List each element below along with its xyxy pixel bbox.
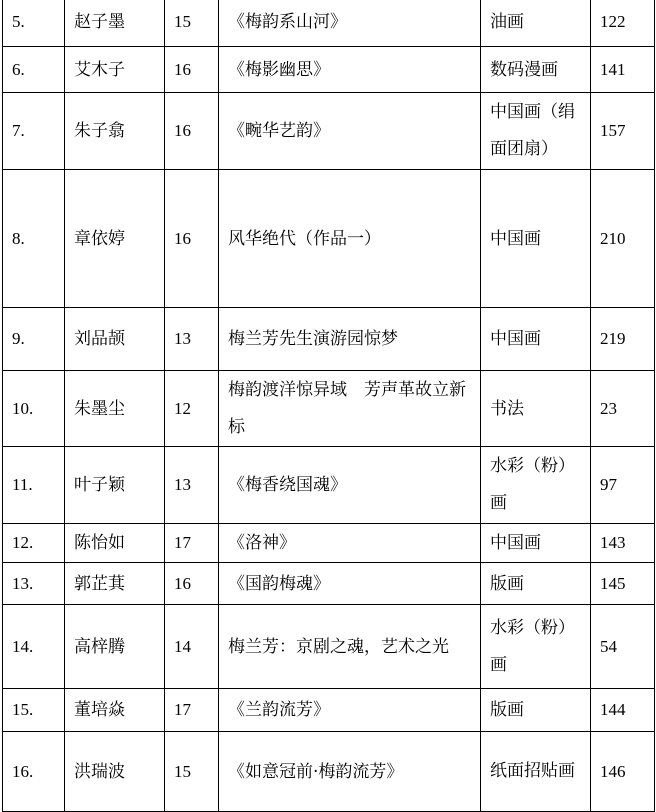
work-title: 《洛神》 <box>219 524 481 563</box>
entry-number: 143 <box>591 524 655 563</box>
work-category: 中国画 <box>481 308 591 371</box>
work-category: 版画 <box>481 563 591 605</box>
entry-number: 97 <box>591 447 655 524</box>
work-title: 梅兰芳先生演游园惊梦 <box>219 308 481 371</box>
work-category: 纸面招贴画 <box>481 732 591 812</box>
author-age: 16 <box>165 563 219 605</box>
work-title: 梅兰芳：京剧之魂，艺术之光 <box>219 605 481 689</box>
row-number: 15. <box>3 689 65 732</box>
entry-number: 122 <box>591 0 655 47</box>
work-title: 《梅香绕国魂》 <box>219 447 481 524</box>
table-row <box>3 689 655 732</box>
author-age: 15 <box>165 732 219 812</box>
table-row <box>3 605 655 689</box>
entry-number: 157 <box>591 93 655 170</box>
table-row <box>3 524 655 563</box>
work-title: 梅韵渡洋惊异域 芳声革故立新标 <box>219 371 481 447</box>
row-number: 12. <box>3 524 65 563</box>
work-title: 《梅影幽思》 <box>219 47 481 93</box>
table-row <box>3 308 655 371</box>
entry-number: 144 <box>591 689 655 732</box>
row-number: 5. <box>3 0 65 47</box>
work-category: 数码漫画 <box>481 47 591 93</box>
author-name: 赵子墨 <box>65 0 165 47</box>
table-row <box>3 447 655 524</box>
entry-number: 210 <box>591 170 655 308</box>
author-name: 洪瑞波 <box>65 732 165 812</box>
entries-table-body <box>3 0 655 812</box>
row-number: 16. <box>3 732 65 812</box>
work-title: 《梅韵系山河》 <box>219 0 481 47</box>
table-row <box>3 93 655 170</box>
work-title: 《畹华艺韵》 <box>219 93 481 170</box>
row-number: 6. <box>3 47 65 93</box>
entry-number: 23 <box>591 371 655 447</box>
author-age: 17 <box>165 689 219 732</box>
author-name: 朱子翕 <box>65 93 165 170</box>
work-category: 中国画（绢面团扇） <box>481 93 591 170</box>
work-title: 《国韵梅魂》 <box>219 563 481 605</box>
author-age: 12 <box>165 371 219 447</box>
author-age: 16 <box>165 93 219 170</box>
work-category: 水彩（粉）画 <box>481 447 591 524</box>
work-title: 《兰韵流芳》 <box>219 689 481 732</box>
row-number: 14. <box>3 605 65 689</box>
table-row <box>3 563 655 605</box>
author-age: 17 <box>165 524 219 563</box>
table-row <box>3 732 655 812</box>
table-row <box>3 0 655 47</box>
table-row <box>3 47 655 93</box>
author-age: 14 <box>165 605 219 689</box>
author-age: 16 <box>165 47 219 93</box>
entry-number: 54 <box>591 605 655 689</box>
entry-number: 146 <box>591 732 655 812</box>
author-name: 刘品颉 <box>65 308 165 371</box>
row-number: 11. <box>3 447 65 524</box>
row-number: 7. <box>3 93 65 170</box>
work-category: 水彩（粉）画 <box>481 605 591 689</box>
author-name: 高梓腾 <box>65 605 165 689</box>
work-title: 《如意冠前·梅韵流芳》 <box>219 732 481 812</box>
table-row <box>3 170 655 308</box>
entries-table <box>2 0 655 812</box>
author-name: 叶子颖 <box>65 447 165 524</box>
author-name: 陈怡如 <box>65 524 165 563</box>
author-age: 13 <box>165 308 219 371</box>
author-name: 郭芷萁 <box>65 563 165 605</box>
author-age: 16 <box>165 170 219 308</box>
author-name: 艾木子 <box>65 47 165 93</box>
entry-number: 219 <box>591 308 655 371</box>
work-title: 风华绝代（作品一） <box>219 170 481 308</box>
author-name: 董培焱 <box>65 689 165 732</box>
row-number: 10. <box>3 371 65 447</box>
work-category: 油画 <box>481 0 591 47</box>
work-category: 书法 <box>481 371 591 447</box>
author-age: 13 <box>165 447 219 524</box>
row-number: 9. <box>3 308 65 371</box>
row-number: 13. <box>3 563 65 605</box>
work-category: 版画 <box>481 689 591 732</box>
row-number: 8. <box>3 170 65 308</box>
author-name: 章依婷 <box>65 170 165 308</box>
entry-number: 145 <box>591 563 655 605</box>
table-row <box>3 371 655 447</box>
work-category: 中国画 <box>481 524 591 563</box>
author-age: 15 <box>165 0 219 47</box>
entry-number: 141 <box>591 47 655 93</box>
work-category: 中国画 <box>481 170 591 308</box>
author-name: 朱墨尘 <box>65 371 165 447</box>
